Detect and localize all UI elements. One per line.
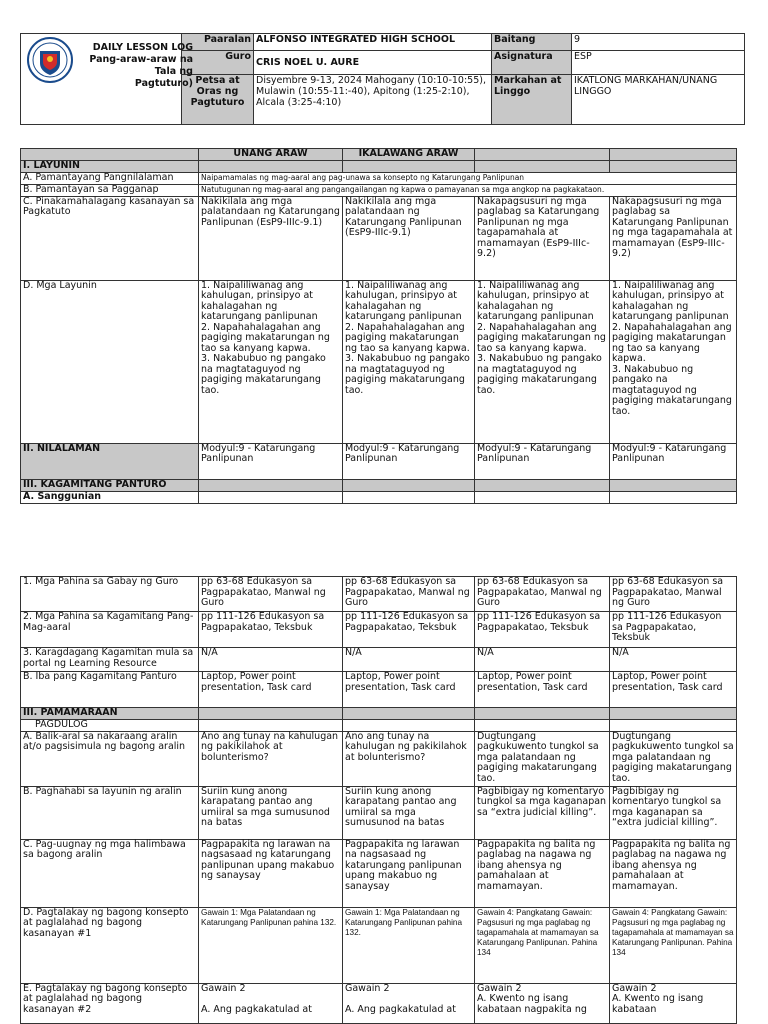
table-cell: N/A: [343, 648, 475, 672]
asignatura-label: Asignatura: [492, 51, 572, 75]
table-cell: pp 63-68 Edukasyon sa Pagpapakatao, Manwal ng Guro: [475, 577, 610, 612]
row-label: B. Iba pang Kagamitang Panturo: [21, 672, 199, 708]
table-cell: Dugtungang pagkukuwento tungkol sa mga palatandaan ng pagiging makatarungang tao.: [610, 731, 737, 786]
row-label: A. Pamantayang Pangnilalaman: [21, 172, 199, 184]
asignatura-value: ESP: [572, 51, 745, 75]
header-table: [20, 33, 745, 125]
row-label: B. Paghahabi sa layunin ng aralin: [21, 786, 199, 839]
section-nilalaman: II. NILALAMAN: [21, 443, 199, 479]
table-cell: N/A: [199, 648, 343, 672]
table-cell: Dugtungang pagkukuwento tungkol sa mga palatandaan ng pagiging makatarungang tao.: [475, 731, 610, 786]
pagdulog-label: PAGDULOG: [21, 720, 199, 732]
table-cell: 1. Naipaliliwanag ang kahulugan, prinsipyo at kahalagahan ng katarungang panlipunan 2. Napahahalagahan ang pagiging makatarungan ng tao sa kanyang kapwa. 3. Nakabubuo ng pangako na magtataguyod ng pagiging makatarungang tao.: [343, 280, 475, 443]
table-cell: Nakikilala ang mga palatandaan ng Katarungang Panlipunan (EsP9-IIIc-9.1): [343, 196, 475, 280]
table-cell: Laptop, Power point presentation, Task card: [199, 672, 343, 708]
guro-value: CRIS NOEL U. AURE: [254, 51, 492, 75]
document-title: [73, 42, 193, 90]
row-label: C. Pinakamahalagang kasanayan sa Pagkatuto: [21, 196, 199, 280]
table-cell: Modyul:9 - Katarungang Panlipunan: [475, 443, 610, 479]
col-header-day1: UNANG ARAW: [199, 149, 343, 161]
table-cell: N/A: [610, 648, 737, 672]
table-cell: Modyul:9 - Katarungang Panlipunan: [199, 443, 343, 479]
row-label: A. Balik-aral sa nakaraang aralin at/o pagsisimula ng bagong aralin: [21, 731, 199, 786]
table-cell: Laptop, Power point presentation, Task card: [610, 672, 737, 708]
col-header-day2: IKALAWANG ARAW: [343, 149, 475, 161]
table-cell: 1. Naipaliliwanag ang kahulugan, prinsipyo at kahalagahan ng katarungang panlipunan 2. Napahahalagahan ang pagiging makatarungan ng tao sa kanyang kapwa. 3. Nakabubuo ng pangako na magtataguyod ng pagiging makatarungang tao.: [199, 280, 343, 443]
row-label: D. Pagtalakay ng bagong konsepto at paglalahad ng bagong kasanayan #1: [21, 907, 199, 983]
deped-seal-icon: [27, 37, 73, 83]
table-cell: pp 111-126 Edukasyon sa Pagpapakatao, Teksbuk: [199, 612, 343, 648]
lesson-table-2: [20, 576, 737, 1024]
title-line: Tala ng: [154, 66, 193, 77]
row-label: B. Pamantayan sa Pagganap: [21, 184, 199, 196]
row-label: 2. Mga Pahina sa Kagamitang Pang-Mag-aaral: [21, 612, 199, 648]
row-label: 1. Mga Pahina sa Gabay ng Guro: [21, 577, 199, 612]
table-cell: Modyul:9 - Katarungang Panlipunan: [610, 443, 737, 479]
markahan-value: IKATLONG MARKAHAN/UNANG LINGGO: [572, 75, 745, 125]
table-cell: Pagbibigay ng komentaryo tungkol sa mga kaganapan sa “extra judicial killing”.: [475, 786, 610, 839]
table-cell: Laptop, Power point presentation, Task card: [475, 672, 610, 708]
table-cell: Pagpapakita ng larawan na nagsasaad ng katarungang panlipunan upang makabuo ng sanaysay: [199, 839, 343, 907]
table-cell: Pagbibigay ng komentaryo tungkol sa mga kaganapan sa “extra judicial killing”.: [610, 786, 737, 839]
table-cell: Gawain 1: Mga Palatandaan ng Katarungang Panlipunan pahina 132.: [199, 907, 343, 983]
table-cell: Pagpapakita ng balita ng paglabag na nagawa ng ibang ahensya ng pamahalaan at mamamayan.: [610, 839, 737, 907]
table-cell: pp 111-126 Edukasyon sa Pagpapakatao, Teksbuk: [343, 612, 475, 648]
petsa-label: Petsa at Oras ng Pagtuturo: [182, 75, 254, 125]
baitang-value: 9: [572, 34, 745, 51]
table-cell: Nakapagsusuri ng mga paglabag sa Katarungang Panlipunan ng mga tagapamahala at mamamayan (EsP9-IIIc-9.2): [610, 196, 737, 280]
table-cell: Gawain 4: Pangkatang Gawain: Pagsusuri ng mga paglabag ng tagapamahala at mamamayan sa Katarungang Panlipunan. Pahina 134: [475, 907, 610, 983]
markahan-label: Markahan at Linggo: [492, 75, 572, 125]
title-line: Pagtuturo): [134, 78, 193, 89]
petsa-value: Disyembre 9-13, 2024 Mahogany (10:10-10:55), Mulawin (10:55-11:-40), Apitong (1:25-2:10), Alcala (3:25-4:10): [254, 75, 492, 125]
row-label: D. Mga Layunin: [21, 280, 199, 443]
table-cell: Ano ang tunay na kahulugan ng pakikilahok at bolunterismo?: [199, 731, 343, 786]
section-layunin: I. LAYUNIN: [21, 161, 199, 173]
row-label: E. Pagtalakay ng bagong konsepto at paglalahad ng bagong kasanayan #2: [21, 983, 199, 1023]
table-cell: N/A: [475, 648, 610, 672]
lesson-table-1: [20, 148, 737, 504]
table-cell: Gawain 2 A. Kwento ng isang kabataan nagpakita ng: [475, 983, 610, 1023]
col-header-day4: [610, 149, 737, 161]
row-label: 3. Karagdagang Kagamitan mula sa portal ng Learning Resource: [21, 648, 199, 672]
table-cell: Ano ang tunay na kahulugan ng pakikilahok at bolunterismo?: [343, 731, 475, 786]
baitang-label: Baitang: [492, 34, 572, 51]
title-block: [21, 34, 193, 125]
col-header-day3: [475, 149, 610, 161]
paaralan-label: Paaralan: [182, 34, 254, 51]
table-cell: Gawain 2 A. Ang pagkakatulad at: [343, 983, 475, 1023]
table-cell: Gawain 2 A. Kwento ng isang kabataan: [610, 983, 737, 1023]
table-cell: 1. Naipaliliwanag ang kahulugan, prinsipyo at kahalagahan ng katarungang panlipunan 2. Napahahalagahan ang pagiging makatarungan ng tao sa kanyang kapwa. 3. Nakabubuo ng pangako na magtataguyod ng pagiging makatarungang tao.: [610, 280, 737, 443]
table-cell: Nakapagsusuri ng mga paglabag sa Katarungang Panlipunan ng mga tagapamahala at mamamayan (EsP9-IIIc-9.2): [475, 196, 610, 280]
section-pamamaraan: III. PAMAMARAAN: [21, 708, 199, 720]
table-cell: Gawain 1: Mga Palatandaan ng Katarungang Panlipunan pahina 132.: [343, 907, 475, 983]
table-cell: pp 63-68 Edukasyon sa Pagpapakatao, Manwal ng Guro: [343, 577, 475, 612]
table-cell: Gawain 4: Pangkatang Gawain: Pagsusuri ng mga paglabag ng tagapamahala at mamamayan sa Katarungang Panlipunan. Pahina 134: [610, 907, 737, 983]
row-label: C. Pag-uugnay ng mga halimbawa sa bagong aralin: [21, 839, 199, 907]
table-cell: Pagpapakita ng balita ng paglabag na nagawa ng ibang ahensya ng pamahalaan at mamamayan.: [475, 839, 610, 907]
table-cell: pp 111-126 Edukasyon sa Pagpapakatao, Teksbuk: [475, 612, 610, 648]
paaralan-value: ALFONSO INTEGRATED HIGH SCHOOL: [254, 34, 492, 51]
pamantayang-pangnilalaman-value: Naipamamalas ng mag-aaral ang pag-unawa sa konsepto ng Katarungang Panlipunan: [199, 172, 737, 184]
table-cell: Modyul:9 - Katarungang Panlipunan: [343, 443, 475, 479]
guro-label: Guro: [182, 51, 254, 75]
title-line: Pang-araw-araw na: [89, 54, 193, 65]
sanggunian-label: A. Sanggunian: [21, 491, 199, 503]
table-cell: Laptop, Power point presentation, Task card: [343, 672, 475, 708]
section-kagamitan: III. KAGAMITANG PANTURO: [21, 479, 199, 491]
col-header: [21, 149, 199, 161]
table-cell: pp 63-68 Edukasyon sa Pagpapakatao, Manwal ng Guro: [199, 577, 343, 612]
table-cell: pp 63-68 Edukasyon sa Pagpapakatao, Manwal ng Guro: [610, 577, 737, 612]
table-cell: Gawain 2 A. Ang pagkakatulad at: [199, 983, 343, 1023]
table-cell: Pagpapakita ng larawan na nagsasaad ng katarungang panlipunan upang makabuo ng sanaysay: [343, 839, 475, 907]
table-cell: Suriin kung anong karapatang pantao ang umiiral sa mga sumusunod na batas: [343, 786, 475, 839]
pamantayan-sa-pagganap-value: Natutugunan ng mag-aaral ang pangangailangan ng kapwa o pamayanan sa mga angkop na pagkakataon.: [199, 184, 737, 196]
table-cell: pp 111-126 Edukasyon sa Pagpapakatao, Teksbuk: [610, 612, 737, 648]
table-cell: Suriin kung anong karapatang pantao ang umiiral sa mga sumusunod na batas: [199, 786, 343, 839]
table-cell: 1. Naipaliliwanag ang kahulugan, prinsipyo at kahalagahan ng katarungang panlipunan 2. Napahahalagahan ang pagiging makatarungan ng tao sa kanyang kapwa. 3. Nakabubuo ng pangako na magtataguyod ng pagiging makatarungang tao.: [475, 280, 610, 443]
title-line: DAILY LESSON LOG: [92, 42, 193, 53]
table-cell: Nakikilala ang mga palatandaan ng Katarungang Panlipunan (EsP9-IIIc-9.1): [199, 196, 343, 280]
